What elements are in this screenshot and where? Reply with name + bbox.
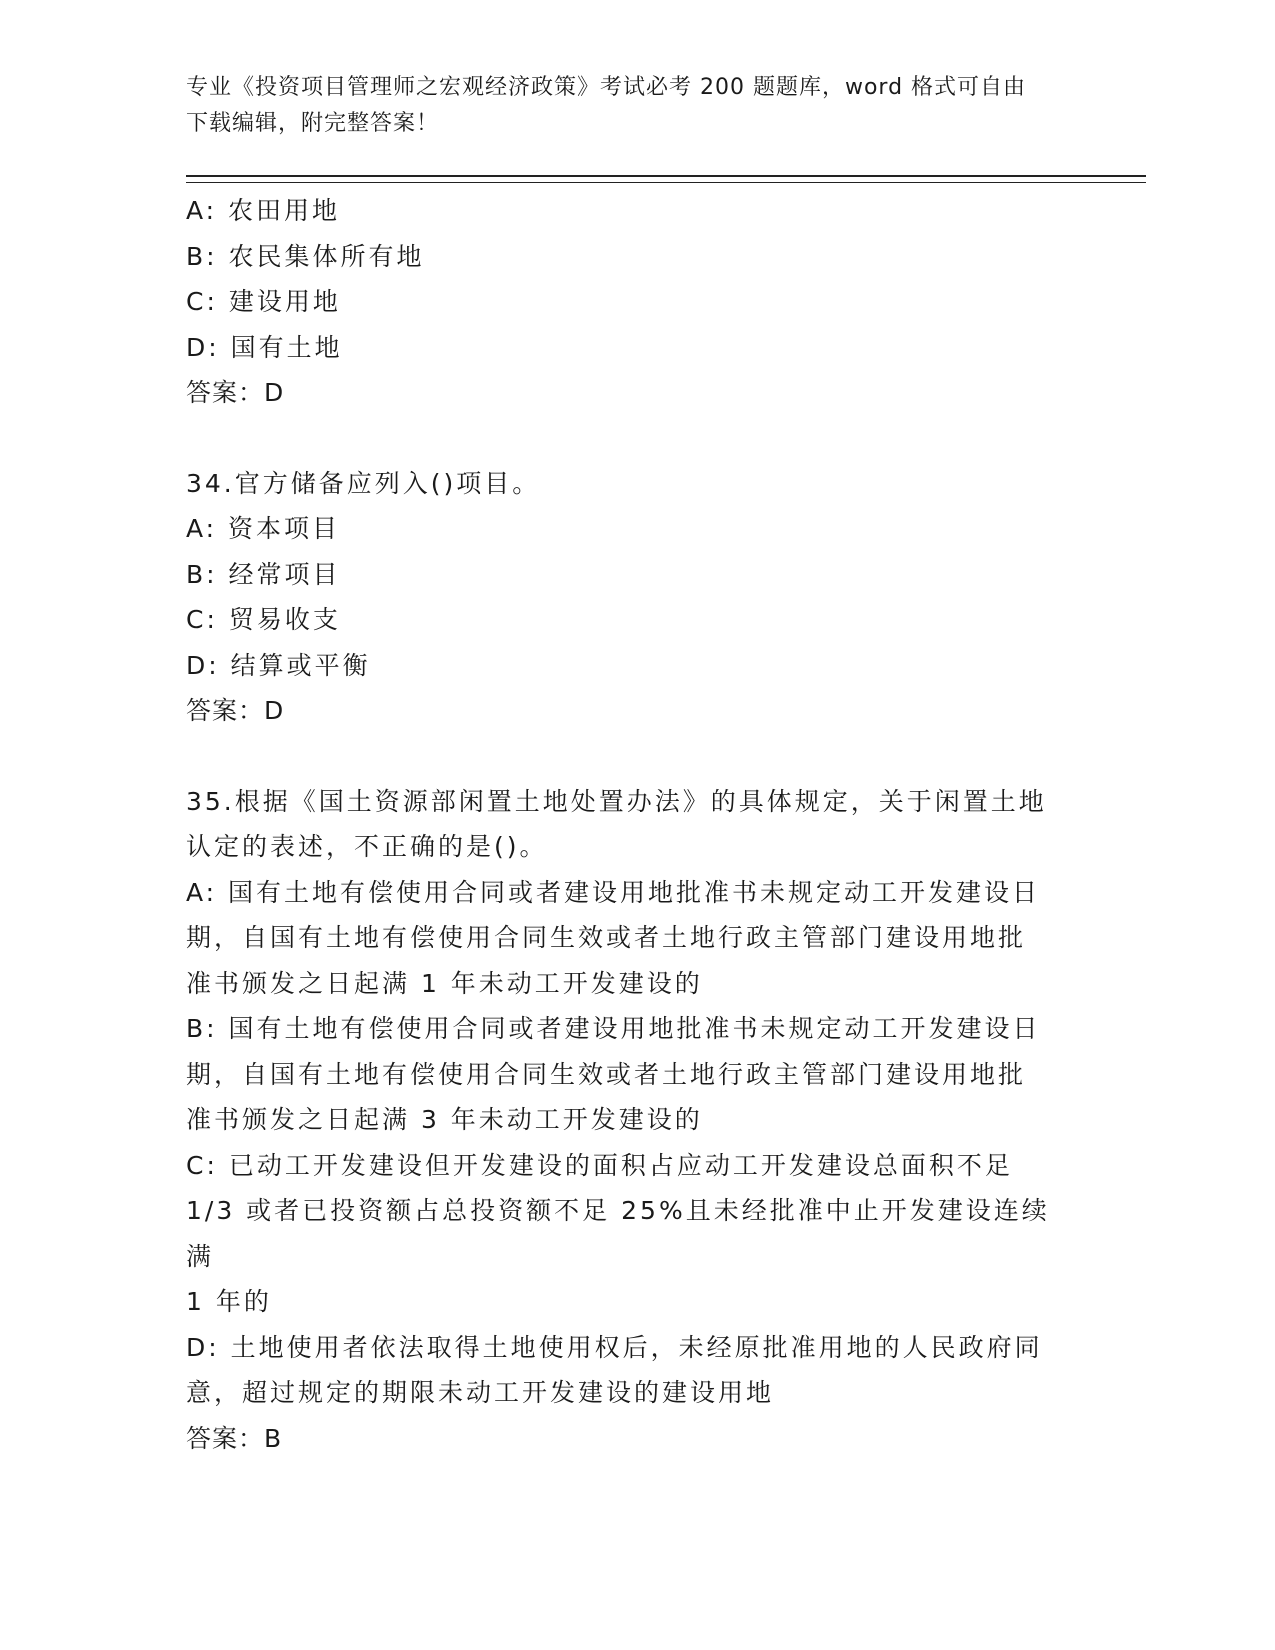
q34-option-d: D: 结算或平衡 [186,650,371,680]
q35-option-b-line-2: 期，自国有土地有偿使用合同生效或者土地行政主管部门建设用地批 [186,1059,1027,1089]
q35-option-d-line-2: 意，超过规定的期限未动工开发建设的建设用地 [186,1378,775,1407]
q35-answer: 答案：B [186,1423,283,1453]
q35-option-a-line-2: 期，自国有土地有偿使用合同生效或者土地行政主管部门建设用地批 [186,923,1027,952]
q35-option-b-line-1: B: 国有土地有偿使用合同或者建设用地批准书未规定动工开发建设日 [186,1014,1041,1043]
q34-option-a: A: 资本项目 [186,514,341,543]
q35-option-d-line-1: D: 土地使用者依法取得土地使用权后，未经原批准用地的人民政府同 [186,1332,1043,1362]
question-35 [186,779,1066,1462]
q34-option-c: C: 贸易收支 [186,605,341,634]
header-divider-thin [186,182,1146,183]
question-spacer [186,734,1066,779]
question-34 [186,461,1066,734]
q35-option-b-line-3: 准书颁发之日起满 3 年未动工开发建设的 [186,1105,703,1134]
q34-answer: 答案：D [186,696,285,725]
q34-question: 34.官方储备应列入()项目。 [186,468,541,498]
document-header [186,70,1066,142]
question-33 [186,188,1066,416]
q35-question-line-1: 35.根据《国土资源部闲置土地处置办法》的具体规定，关于闲置土地 [186,786,1047,816]
q33-option-c: C: 建设用地 [186,287,341,316]
header-line-1: 专业《投资项目管理师之宏观经济政策》考试必考 200 题题库，word 格式可自由 [186,75,1027,100]
q33-option-b: B: 农民集体所有地 [186,241,425,271]
q33-answer: 答案：D [186,378,285,407]
q35-option-a-line-3: 准书颁发之日起满 1 年未动工开发建设的 [186,968,703,998]
q35-option-a-line-1: A: 国有土地有偿使用合同或者建设用地批准书未规定动工开发建设日 [186,877,1041,907]
q35-option-c-line-1: C: 已动工开发建设但开发建设的面积占应动工开发建设总面积不足 [186,1150,1013,1180]
q33-option-d: D: 国有土地 [186,332,343,362]
q35-option-c-line-2: 1/3 或者已投资额占总投资额不足 25%且未经批准中止开发建设连续满 [186,1196,1050,1271]
q34-option-b: B: 经常项目 [186,559,341,589]
q35-option-c-line-3: 1 年的 [186,1287,272,1316]
question-list [186,188,1066,1461]
header-line-2: 下载编辑，附完整答案！ [186,111,440,136]
q33-option-a: A: 农田用地 [186,196,341,225]
question-spacer [186,416,1066,461]
header-divider-thick [186,175,1146,177]
q35-question-line-2: 认定的表述，不正确的是()。 [186,832,548,861]
